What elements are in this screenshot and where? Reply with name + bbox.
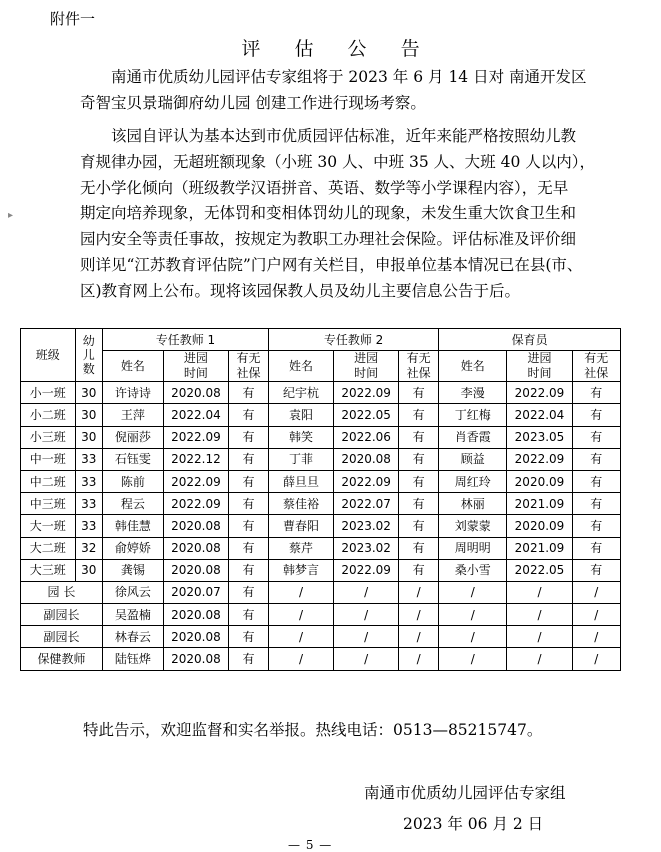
table-cell: 2022.09 — [163, 493, 228, 515]
table-cell: 中一班 — [21, 448, 76, 470]
paragraph-line: 南通市优质幼儿园评估专家组将于 2023 年 6 月 14 日对 南通开发区 — [111, 68, 587, 86]
table-cell: 中三班 — [21, 493, 76, 515]
table-cell: / — [507, 626, 572, 648]
table-cell: 2021.09 — [507, 493, 572, 515]
title-char: 告 — [400, 38, 420, 60]
table-cell: 有 — [228, 515, 268, 537]
table-cell: 有 — [399, 559, 439, 581]
subheader-date: 进园时间 — [163, 351, 228, 382]
table-cell: 小三班 — [21, 426, 76, 448]
paragraph-line: 该园自评认为基本达到市优质园评估标准，近年来能严格按照幼儿教 — [111, 127, 577, 145]
table-cell: 倪丽莎 — [102, 426, 163, 448]
table-cell: / — [507, 648, 572, 670]
table-row — [21, 382, 621, 404]
table-cell: 小二班 — [21, 404, 76, 426]
table-cell: 有 — [228, 493, 268, 515]
paragraph-intro — [80, 65, 602, 117]
title-char: 评 — [241, 38, 261, 60]
table-cell: / — [439, 581, 507, 603]
table-row — [21, 559, 621, 581]
table-cell: 蔡佳裕 — [268, 493, 333, 515]
table-cell: 32 — [75, 537, 102, 559]
table-cell: 有 — [572, 515, 620, 537]
table-row — [21, 426, 621, 448]
table-cell: 薛旦旦 — [268, 470, 333, 492]
table-cell: 2022.09 — [334, 470, 399, 492]
table-cell: 2020.09 — [507, 515, 572, 537]
table-cell: 2023.02 — [334, 515, 399, 537]
table-cell: 副园长 — [21, 626, 103, 648]
table-cell: 陆钰烨 — [102, 648, 163, 670]
table-cell: / — [572, 581, 620, 603]
table-cell: 徐风云 — [102, 581, 163, 603]
table-cell: 许诗诗 — [102, 382, 163, 404]
table-cell: 曹春阳 — [268, 515, 333, 537]
table-cell: 2022.05 — [507, 559, 572, 581]
table-cell: / — [572, 604, 620, 626]
table-cell: 33 — [75, 515, 102, 537]
table-cell: 有 — [228, 426, 268, 448]
table-cell: 有 — [572, 448, 620, 470]
table-cell: / — [334, 626, 399, 648]
table-cell: / — [268, 626, 333, 648]
table-cell: 有 — [228, 404, 268, 426]
table-row — [21, 448, 621, 470]
subheader-date: 进园时间 — [334, 351, 399, 382]
table-cell: / — [334, 648, 399, 670]
title-char: 公 — [347, 38, 367, 60]
signature: 南通市优质幼儿园评估专家组 — [364, 784, 566, 802]
table-cell: 2020.08 — [163, 515, 228, 537]
subheader-insurance: 有无社保 — [399, 351, 439, 382]
table-cell: 2020.08 — [163, 537, 228, 559]
table-cell: / — [439, 604, 507, 626]
subheader-date: 进园时间 — [507, 351, 572, 382]
table-cell: 吴盈楠 — [102, 604, 163, 626]
table-cell: 韩梦言 — [268, 559, 333, 581]
table-cell: 陈前 — [102, 470, 163, 492]
table-cell: 30 — [75, 382, 102, 404]
table-cell: / — [507, 604, 572, 626]
table-cell: 有 — [399, 470, 439, 492]
table-cell: 30 — [75, 404, 102, 426]
header-teacher2: 专任教师 2 — [268, 329, 438, 351]
table-cell: 有 — [399, 515, 439, 537]
table-cell: 2020.08 — [334, 448, 399, 470]
table-cell: 有 — [572, 404, 620, 426]
table-cell: 33 — [75, 448, 102, 470]
table-cell: 2020.08 — [163, 604, 228, 626]
table-cell: 保健教师 — [21, 648, 103, 670]
table-cell: 有 — [572, 470, 620, 492]
header-teacher1: 专任教师 1 — [102, 329, 268, 351]
table-cell: 有 — [228, 470, 268, 492]
table-row — [21, 493, 621, 515]
issue-date: 2023 年 06 月 2 日 — [403, 815, 544, 833]
table-cell: 有 — [228, 626, 268, 648]
table-cell: 有 — [228, 448, 268, 470]
table-cell: 有 — [399, 448, 439, 470]
table-cell: 龚锡 — [102, 559, 163, 581]
subheader-name: 姓名 — [102, 351, 163, 382]
table-cell: 蔡芹 — [268, 537, 333, 559]
table-cell: 有 — [228, 537, 268, 559]
table-cell: 33 — [75, 493, 102, 515]
table-cell: 林丽 — [439, 493, 507, 515]
table-cell: 周明明 — [439, 537, 507, 559]
table-cell: 2022.09 — [334, 382, 399, 404]
staff-row — [21, 604, 621, 626]
table-cell: 俞婷娇 — [102, 537, 163, 559]
paragraph-line: 则详见“江苏教育评估院”门户网有关栏目，申报单位基本情况已在县(市、 — [80, 255, 583, 274]
document-title — [0, 34, 661, 61]
table-cell: 袁阳 — [268, 404, 333, 426]
table-cell: 有 — [228, 648, 268, 670]
table-cell: / — [334, 581, 399, 603]
header-children: 幼儿数 — [75, 329, 102, 382]
table-cell: 有 — [572, 493, 620, 515]
table-cell: 2022.04 — [507, 404, 572, 426]
table-cell: 有 — [228, 604, 268, 626]
table-cell: 有 — [399, 493, 439, 515]
table-cell: 有 — [399, 404, 439, 426]
paragraph-line: 区)教育网上公布。现将该园保教人员及幼儿主要信息公告于后。 — [80, 281, 521, 300]
table-cell: / — [399, 626, 439, 648]
table-cell: / — [399, 581, 439, 603]
table-cell: 2020.08 — [163, 626, 228, 648]
table-cell: 丁红梅 — [439, 404, 507, 426]
table-cell: 有 — [399, 382, 439, 404]
table-cell: 顾益 — [439, 448, 507, 470]
table-cell: 有 — [572, 426, 620, 448]
table-cell: 2022.12 — [163, 448, 228, 470]
table-cell: / — [334, 604, 399, 626]
page-number: — 5 — — [288, 838, 333, 852]
table-cell: 大三班 — [21, 559, 76, 581]
table-cell: 大二班 — [21, 537, 76, 559]
table-cell: 2021.09 — [507, 537, 572, 559]
table-cell: 有 — [572, 537, 620, 559]
table-cell: 李漫 — [439, 382, 507, 404]
header-caregiver: 保育员 — [439, 329, 621, 351]
attachment-label: 附件一 — [50, 10, 96, 28]
subheader-name: 姓名 — [439, 351, 507, 382]
table-cell: / — [507, 581, 572, 603]
table-row — [21, 515, 621, 537]
staff-row — [21, 581, 621, 603]
table-cell: 肖香霞 — [439, 426, 507, 448]
table-cell: 2020.08 — [163, 559, 228, 581]
table-cell: 刘蒙蒙 — [439, 515, 507, 537]
table-cell: 周红玲 — [439, 470, 507, 492]
table-row — [21, 470, 621, 492]
table-cell: / — [268, 581, 333, 603]
table-cell: / — [439, 648, 507, 670]
table-cell: 2022.09 — [334, 559, 399, 581]
table-cell: 有 — [572, 382, 620, 404]
paragraph-line: 育规律办园，无超班额现象（小班 30 人、中班 35 人、大班 40 人以内）， — [80, 152, 595, 171]
table-cell: 中二班 — [21, 470, 76, 492]
table-cell: 2023.05 — [507, 426, 572, 448]
paragraph-line: 奇智宝贝景瑞御府幼儿园 创建工作进行现场考察。 — [80, 93, 426, 112]
paragraph-assessment — [80, 124, 610, 305]
table-cell: / — [572, 626, 620, 648]
table-cell: 王萍 — [102, 404, 163, 426]
table-cell: 园 长 — [21, 581, 103, 603]
table-cell: / — [439, 626, 507, 648]
table-cell: / — [268, 648, 333, 670]
table-cell: 2020.08 — [163, 382, 228, 404]
table-cell: 2020.08 — [163, 648, 228, 670]
table-cell: / — [572, 648, 620, 670]
table-cell: 33 — [75, 470, 102, 492]
staff-table — [20, 328, 621, 671]
table-cell: 纪宇杭 — [268, 382, 333, 404]
table-cell: 2022.09 — [507, 382, 572, 404]
table-cell: 2022.06 — [334, 426, 399, 448]
table-cell: 程云 — [102, 493, 163, 515]
table-cell: 有 — [399, 426, 439, 448]
table-cell: 30 — [75, 559, 102, 581]
margin-mark: ▸ — [8, 210, 14, 221]
table-cell: 韩佳慧 — [102, 515, 163, 537]
title-char: 估 — [294, 38, 314, 60]
table-cell: 副园长 — [21, 604, 103, 626]
notice-text: 特此告示，欢迎监督和实名举报。热线电话：0513—85215747。 — [83, 721, 543, 739]
table-cell: 石钰雯 — [102, 448, 163, 470]
table-cell: 2022.07 — [334, 493, 399, 515]
paragraph-line: 园内安全等责任事故，按规定为教职工办理社会保险。评估标准及评价细 — [80, 230, 577, 249]
table-cell: 2020.09 — [507, 470, 572, 492]
subheader-insurance: 有无社保 — [228, 351, 268, 382]
table-cell: 2022.09 — [507, 448, 572, 470]
table-cell: 有 — [228, 559, 268, 581]
subheader-insurance: 有无社保 — [572, 351, 620, 382]
table-cell: 2020.07 — [163, 581, 228, 603]
subheader-name: 姓名 — [268, 351, 333, 382]
table-cell: 大一班 — [21, 515, 76, 537]
table-cell: 30 — [75, 426, 102, 448]
staff-row — [21, 648, 621, 670]
table-cell: / — [399, 604, 439, 626]
paragraph-line: 期定向培养现象，无体罚和变相体罚幼儿的现象，未发生重大饮食卫生和 — [80, 204, 577, 223]
table-cell: / — [268, 604, 333, 626]
table-cell: 桑小雪 — [439, 559, 507, 581]
table-cell: 丁菲 — [268, 448, 333, 470]
table-cell: 有 — [228, 382, 268, 404]
table-cell: 韩笑 — [268, 426, 333, 448]
table-cell: 有 — [399, 537, 439, 559]
paragraph-line: 无小学化倾向（班级教学汉语拼音、英语、数学等小学课程内容），无早 — [80, 178, 569, 197]
table-row — [21, 404, 621, 426]
table-cell: 小一班 — [21, 382, 76, 404]
table-cell: 林春云 — [102, 626, 163, 648]
table-cell: 2022.04 — [163, 404, 228, 426]
staff-row — [21, 626, 621, 648]
table-cell: 2023.02 — [334, 537, 399, 559]
table-cell: 有 — [572, 559, 620, 581]
table-cell: 2022.09 — [163, 426, 228, 448]
table-cell: 有 — [228, 581, 268, 603]
table-cell: 2022.09 — [163, 470, 228, 492]
header-class: 班级 — [21, 329, 76, 382]
table-row — [21, 537, 621, 559]
table-cell: / — [399, 648, 439, 670]
table-cell: 2022.05 — [334, 404, 399, 426]
